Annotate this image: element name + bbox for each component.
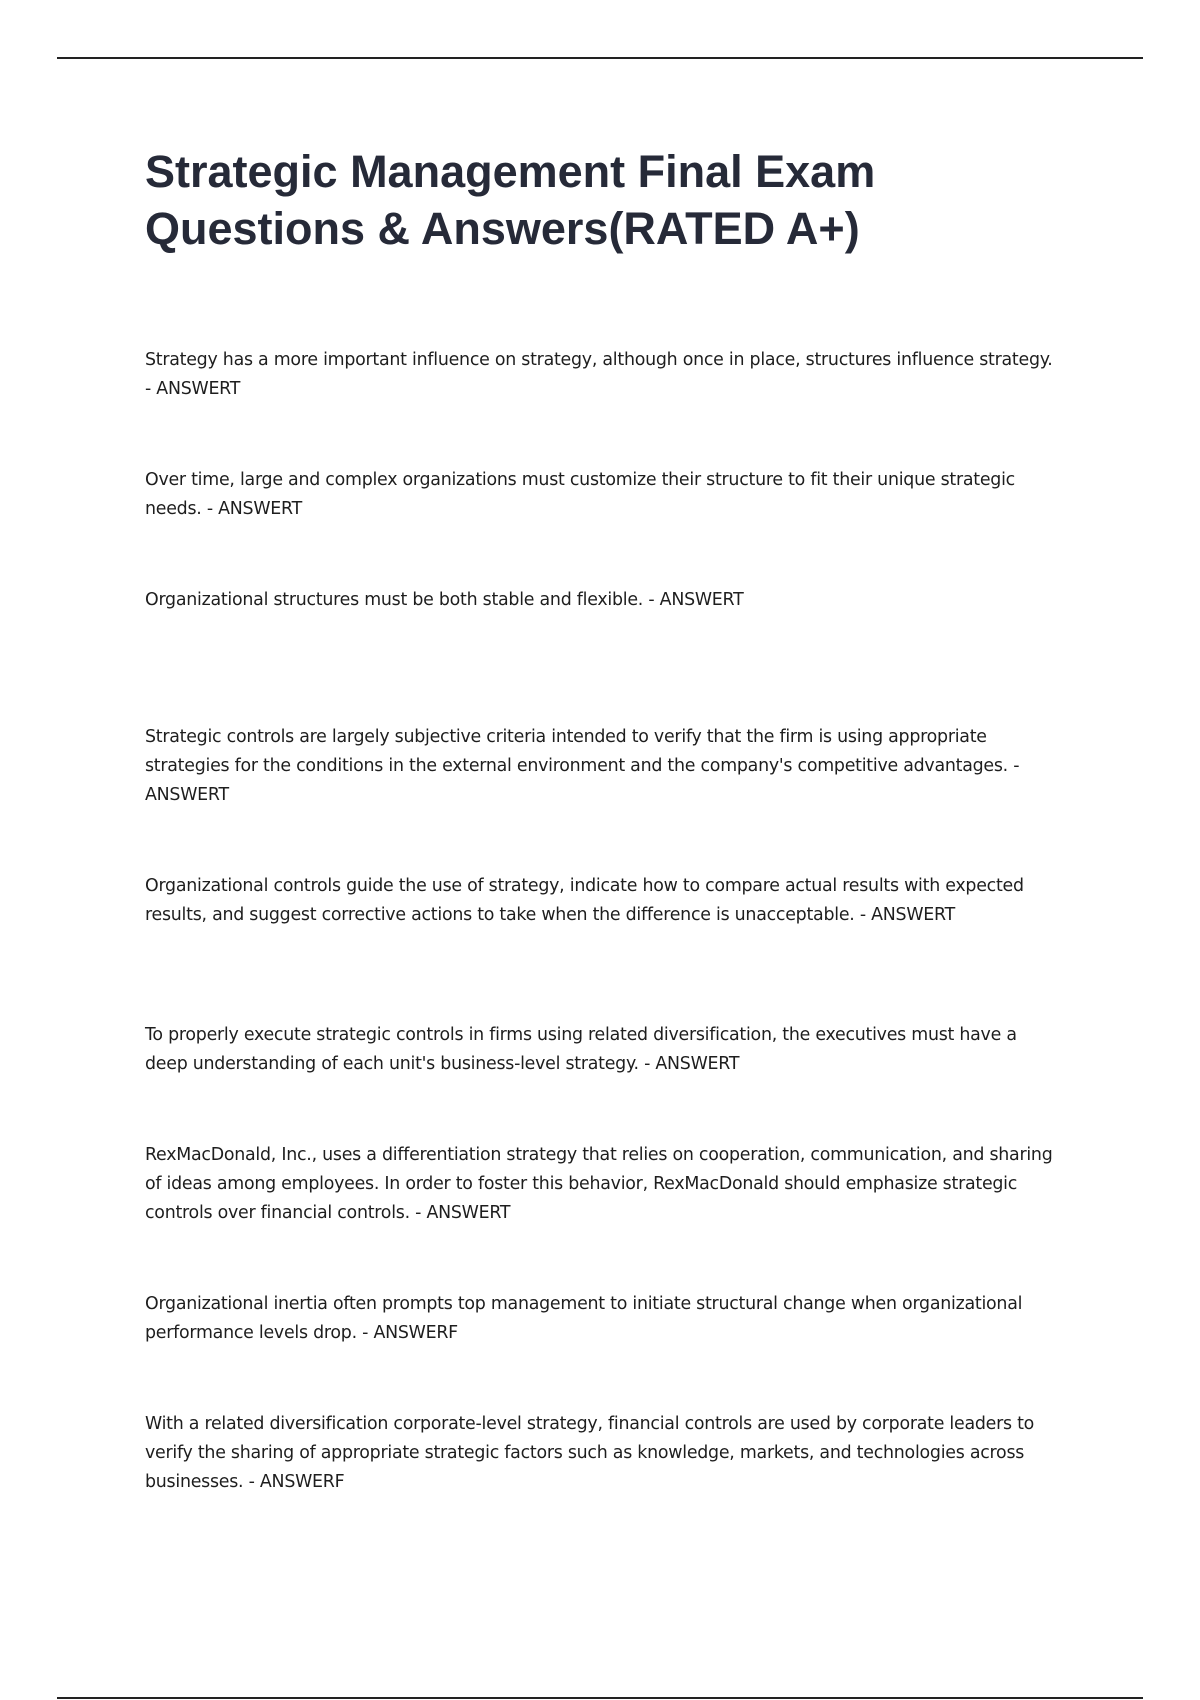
qa-item-4: Strategic controls are largely subjective criteria intended to verify that the firm is using appropriate strategies for the conditions in the external environment and the company's competitive advantages. - ANSWERT [145, 727, 1020, 805]
qa-item-3: Organizational structures must be both stable and flexible. - ANSWERT [145, 590, 744, 610]
qa-item-6: To properly execute strategic controls in firms using related diversification, the executives must have a deep understanding of each unit's business-level strategy. - ANSWERT [145, 1025, 1017, 1074]
document-title: Strategic Management Final Exam Questions & Answers(RATED A+) [145, 146, 876, 254]
top-rule [57, 57, 1143, 59]
qa-item-2: Over time, large and complex organizations must customize their structure to fit their unique strategic needs. - ANSWERT [145, 470, 1015, 519]
qa-item-5: Organizational controls guide the use of strategy, indicate how to compare actual results with expected results, and suggest corrective actions to take when the difference is unacceptable. - ANSWERT [145, 876, 1024, 925]
qa-item-8: Organizational inertia often prompts top management to initiate structural change when organizational performance levels drop. - ANSWERF [145, 1294, 1023, 1343]
qa-item-9: With a related diversification corporate-level strategy, financial controls are used by corporate leaders to verify the sharing of appropriate strategic factors such as knowledge, markets, and technologies across businesses. - ANSWERF [145, 1414, 1035, 1492]
qa-item-7: RexMacDonald, Inc., uses a differentiation strategy that relies on cooperation, communication, and sharing of ideas among employees. In order to foster this behavior, RexMacDonald should emphasize strategic controls over financial controls. - ANSWERT [145, 1145, 1053, 1223]
qa-item-1: Strategy has a more important influence on strategy, although once in place, structures influence strategy. - ANSWERT [145, 350, 1053, 399]
bottom-rule [57, 1697, 1143, 1699]
